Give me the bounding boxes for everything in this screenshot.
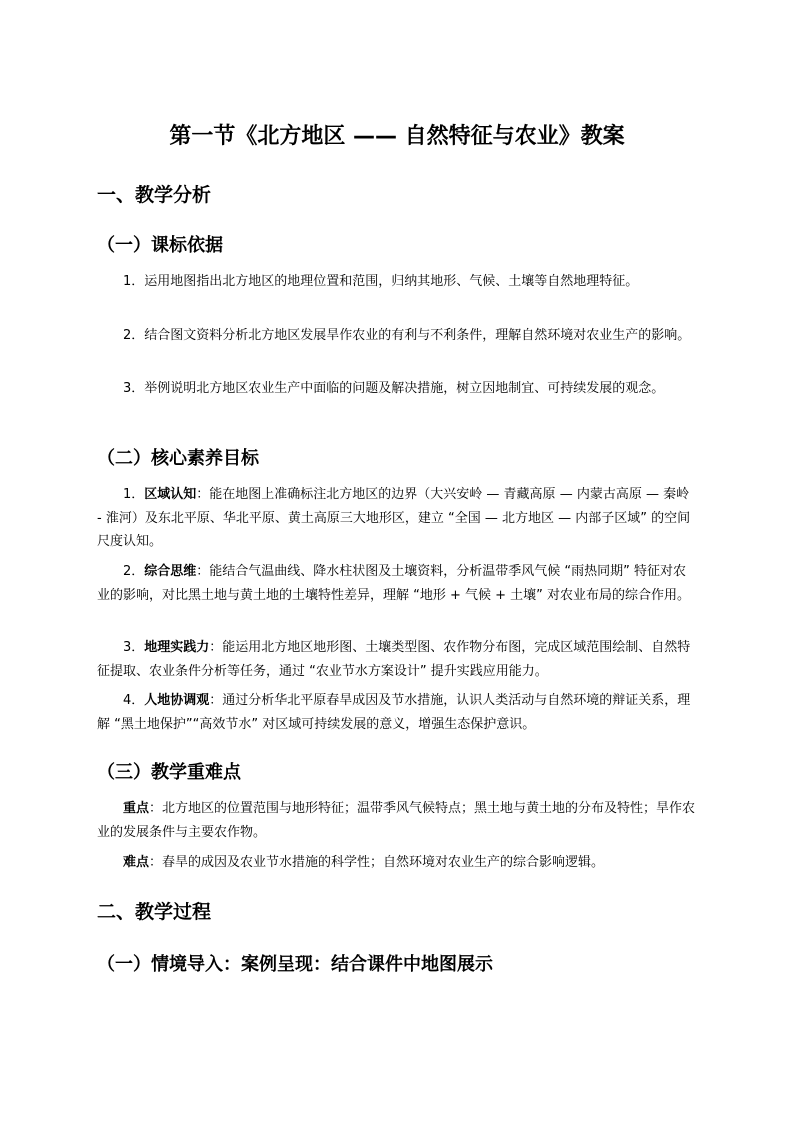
difficult-points-label: 难点 (123, 855, 150, 870)
goal-label: 综合思维 (144, 564, 197, 579)
goal-text: ：通过分析华北平原春旱成因及节水措施，认识人类活动与自然环境的辩证关系，理解 “黑土地保护”“高效节水” 对区域可持续发展的意义，增强生态保护意识。 (97, 693, 691, 732)
subheading-situation-intro: （一）情境导入：案例呈现：结合课件中地图展示 (97, 954, 493, 975)
difficult-points-text: ：春旱的成因及农业节水措施的科学性；自然环境对农业生产的综合影响逻辑。 (149, 855, 605, 870)
goal-text: ：能运用北方地区地形图、土壤类型图、农作物分布图，完成区域范围绘制、自然特征提取、农业条件分析等任务，通过 “农业节水方案设计” 提升实践应用能力。 (97, 640, 691, 679)
subheading-key-difficult-points: （三）教学重难点 (97, 762, 241, 783)
goal-label: 人地协调观 (144, 693, 210, 708)
key-points-paragraph (97, 797, 697, 844)
difficult-points-paragraph (97, 851, 697, 875)
goal-number: 4． (123, 693, 145, 708)
curriculum-point-2: 2．结合图文资料分析北方地区发展旱作农业的有利与不利条件，理解自然环境对农业生产的影响。 (123, 328, 691, 343)
literacy-goal-item (97, 636, 697, 683)
subheading-core-literacy-goals: （二）核心素养目标 (97, 448, 259, 469)
literacy-goal-item (97, 483, 697, 554)
goal-label: 地理实践力 (144, 640, 210, 655)
document-title: 第一节《北方地区 —— 自然特征与农业》教案 (169, 124, 625, 149)
subheading-curriculum-basis: （一）课标依据 (97, 235, 223, 256)
curriculum-point-3: 3．举例说明北方地区农业生产中面临的问题及解决措施，树立因地制宜、可持续发展的观念。 (123, 381, 665, 396)
literacy-goal-item (97, 560, 697, 607)
key-points-label: 重点 (123, 801, 150, 816)
key-points-text: ：北方地区的位置范围与地形特征；温带季风气候特点；黑土地与黄土地的分布及特性；旱作农业的发展条件与主要农作物。 (97, 801, 696, 840)
section-heading-teaching-process: 二、教学过程 (97, 901, 212, 923)
goal-text: ：能结合气温曲线、降水柱状图及土壤资料，分析温带季风气候 “雨热同期” 特征对农业的影响，对比黑土地与黄土地的土壤特性差异，理解 “地形 + 气候 + 土壤” 对农业布局的综合作用。 (97, 564, 691, 603)
curriculum-point-1: 1．运用地图指出北方地区的地理位置和范围，归纳其地形、气候、土壤等自然地理特征。 (123, 274, 639, 289)
goal-label: 区域认知 (144, 487, 197, 502)
goal-number: 3． (123, 640, 145, 655)
goal-number: 2． (123, 564, 145, 579)
goal-text: ：能在地图上准确标注北方地区的边界（大兴安岭 — 青藏高原 — 内蒙古高原 — 秦岭 - 淮河）及东北平原、华北平原、黄土高原三大地形区，建立 “全国 — 北方地区 — 内部子区域” 的空间尺度认知。 (97, 487, 691, 549)
goal-number: 1． (123, 487, 145, 502)
literacy-goal-item (97, 689, 697, 736)
section-heading-teaching-analysis: 一、教学分析 (97, 184, 212, 206)
